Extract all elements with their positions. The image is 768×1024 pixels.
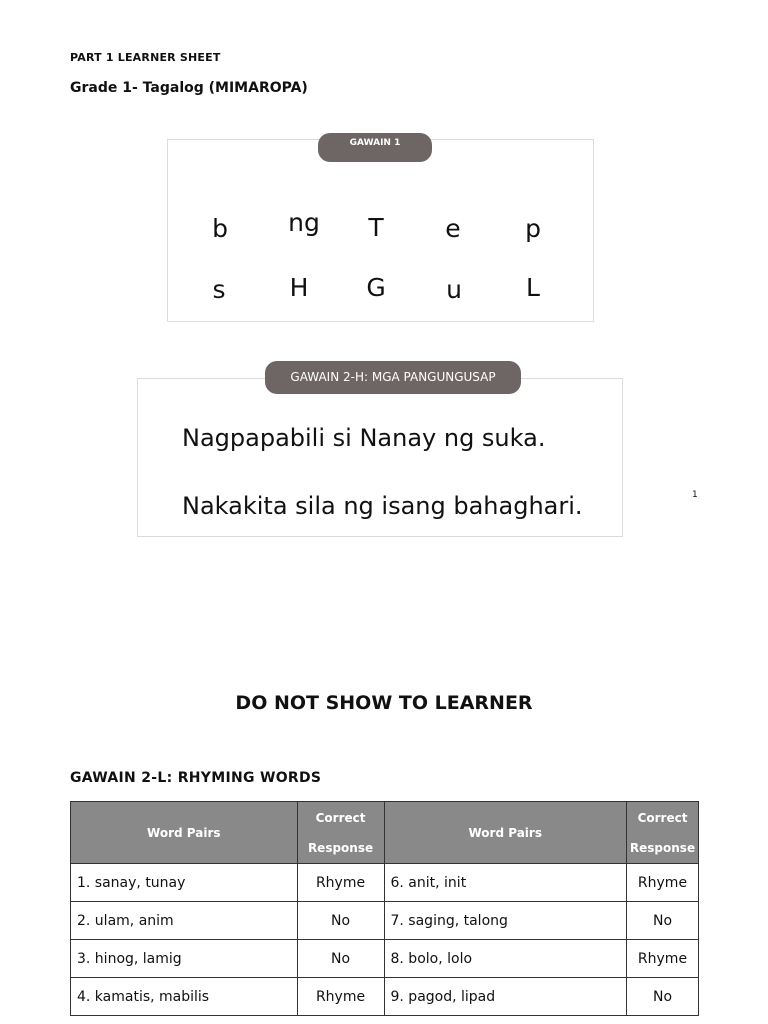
header-response: Response [307,840,374,855]
word-pair-cell: 7. saging, talong [384,902,627,940]
letter-8: G [366,273,386,302]
response-cell: Rhyme [297,978,384,1016]
header-correct: Correct [637,810,688,825]
table-row [71,864,699,902]
word-pair-cell: 6. anit, init [384,864,627,902]
word-pair-cell: 4. kamatis, mabilis [71,978,298,1016]
response-cell: No [297,902,384,940]
letter-5: p [525,214,541,243]
gawain-2h-badge: GAWAIN 2-H: MGA PANGUNGUSAP [265,361,521,394]
sentence-1: Nagpapabili si Nanay ng suka. [182,424,546,452]
rhyming-words-table [70,801,699,1016]
part-label: PART 1 LEARNER SHEET [70,51,221,64]
table-header-row [71,802,699,864]
grade-title: Grade 1- Tagalog (MIMAROPA) [70,80,308,96]
response-cell: No [627,978,699,1016]
header-correct: Correct [315,810,366,825]
letter-10: L [526,273,540,302]
word-pair-cell: 8. bolo, lolo [384,940,627,978]
letter-6: s [212,275,226,304]
word-pair-cell: 3. hinog, lamig [71,940,298,978]
do-not-show-heading: DO NOT SHOW TO LEARNER [235,692,533,714]
gawain-2l-title: GAWAIN 2-L: RHYMING WORDS [70,770,322,786]
header-word-pairs-right: Word Pairs [384,802,627,864]
header-correct-response-right [627,802,699,864]
letter-4: e [445,214,461,243]
word-pair-cell: 1. sanay, tunay [71,864,298,902]
response-cell: Rhyme [627,940,699,978]
header-correct-response-left [297,802,384,864]
page-number: 1 [692,490,698,500]
letter-2: ng [288,208,320,237]
word-pair-cell: 9. pagod, lipad [384,978,627,1016]
letter-7: H [289,273,309,302]
table-row [71,902,699,940]
gawain-1-badge: GAWAIN 1 [318,133,432,162]
header-response: Response [629,840,696,855]
response-cell: No [627,902,699,940]
word-pair-cell: 2. ulam, anim [71,902,298,940]
table-row [71,978,699,1016]
response-cell: Rhyme [627,864,699,902]
letter-9: u [446,275,462,304]
response-cell: No [297,940,384,978]
sentence-2: Nakakita sila ng isang bahaghari. [182,492,583,520]
letter-3: T [368,213,384,242]
gawain-1-card [167,139,594,322]
response-cell: Rhyme [297,864,384,902]
header-word-pairs-left: Word Pairs [71,802,298,864]
table-row [71,940,699,978]
letter-1: b [212,214,228,243]
